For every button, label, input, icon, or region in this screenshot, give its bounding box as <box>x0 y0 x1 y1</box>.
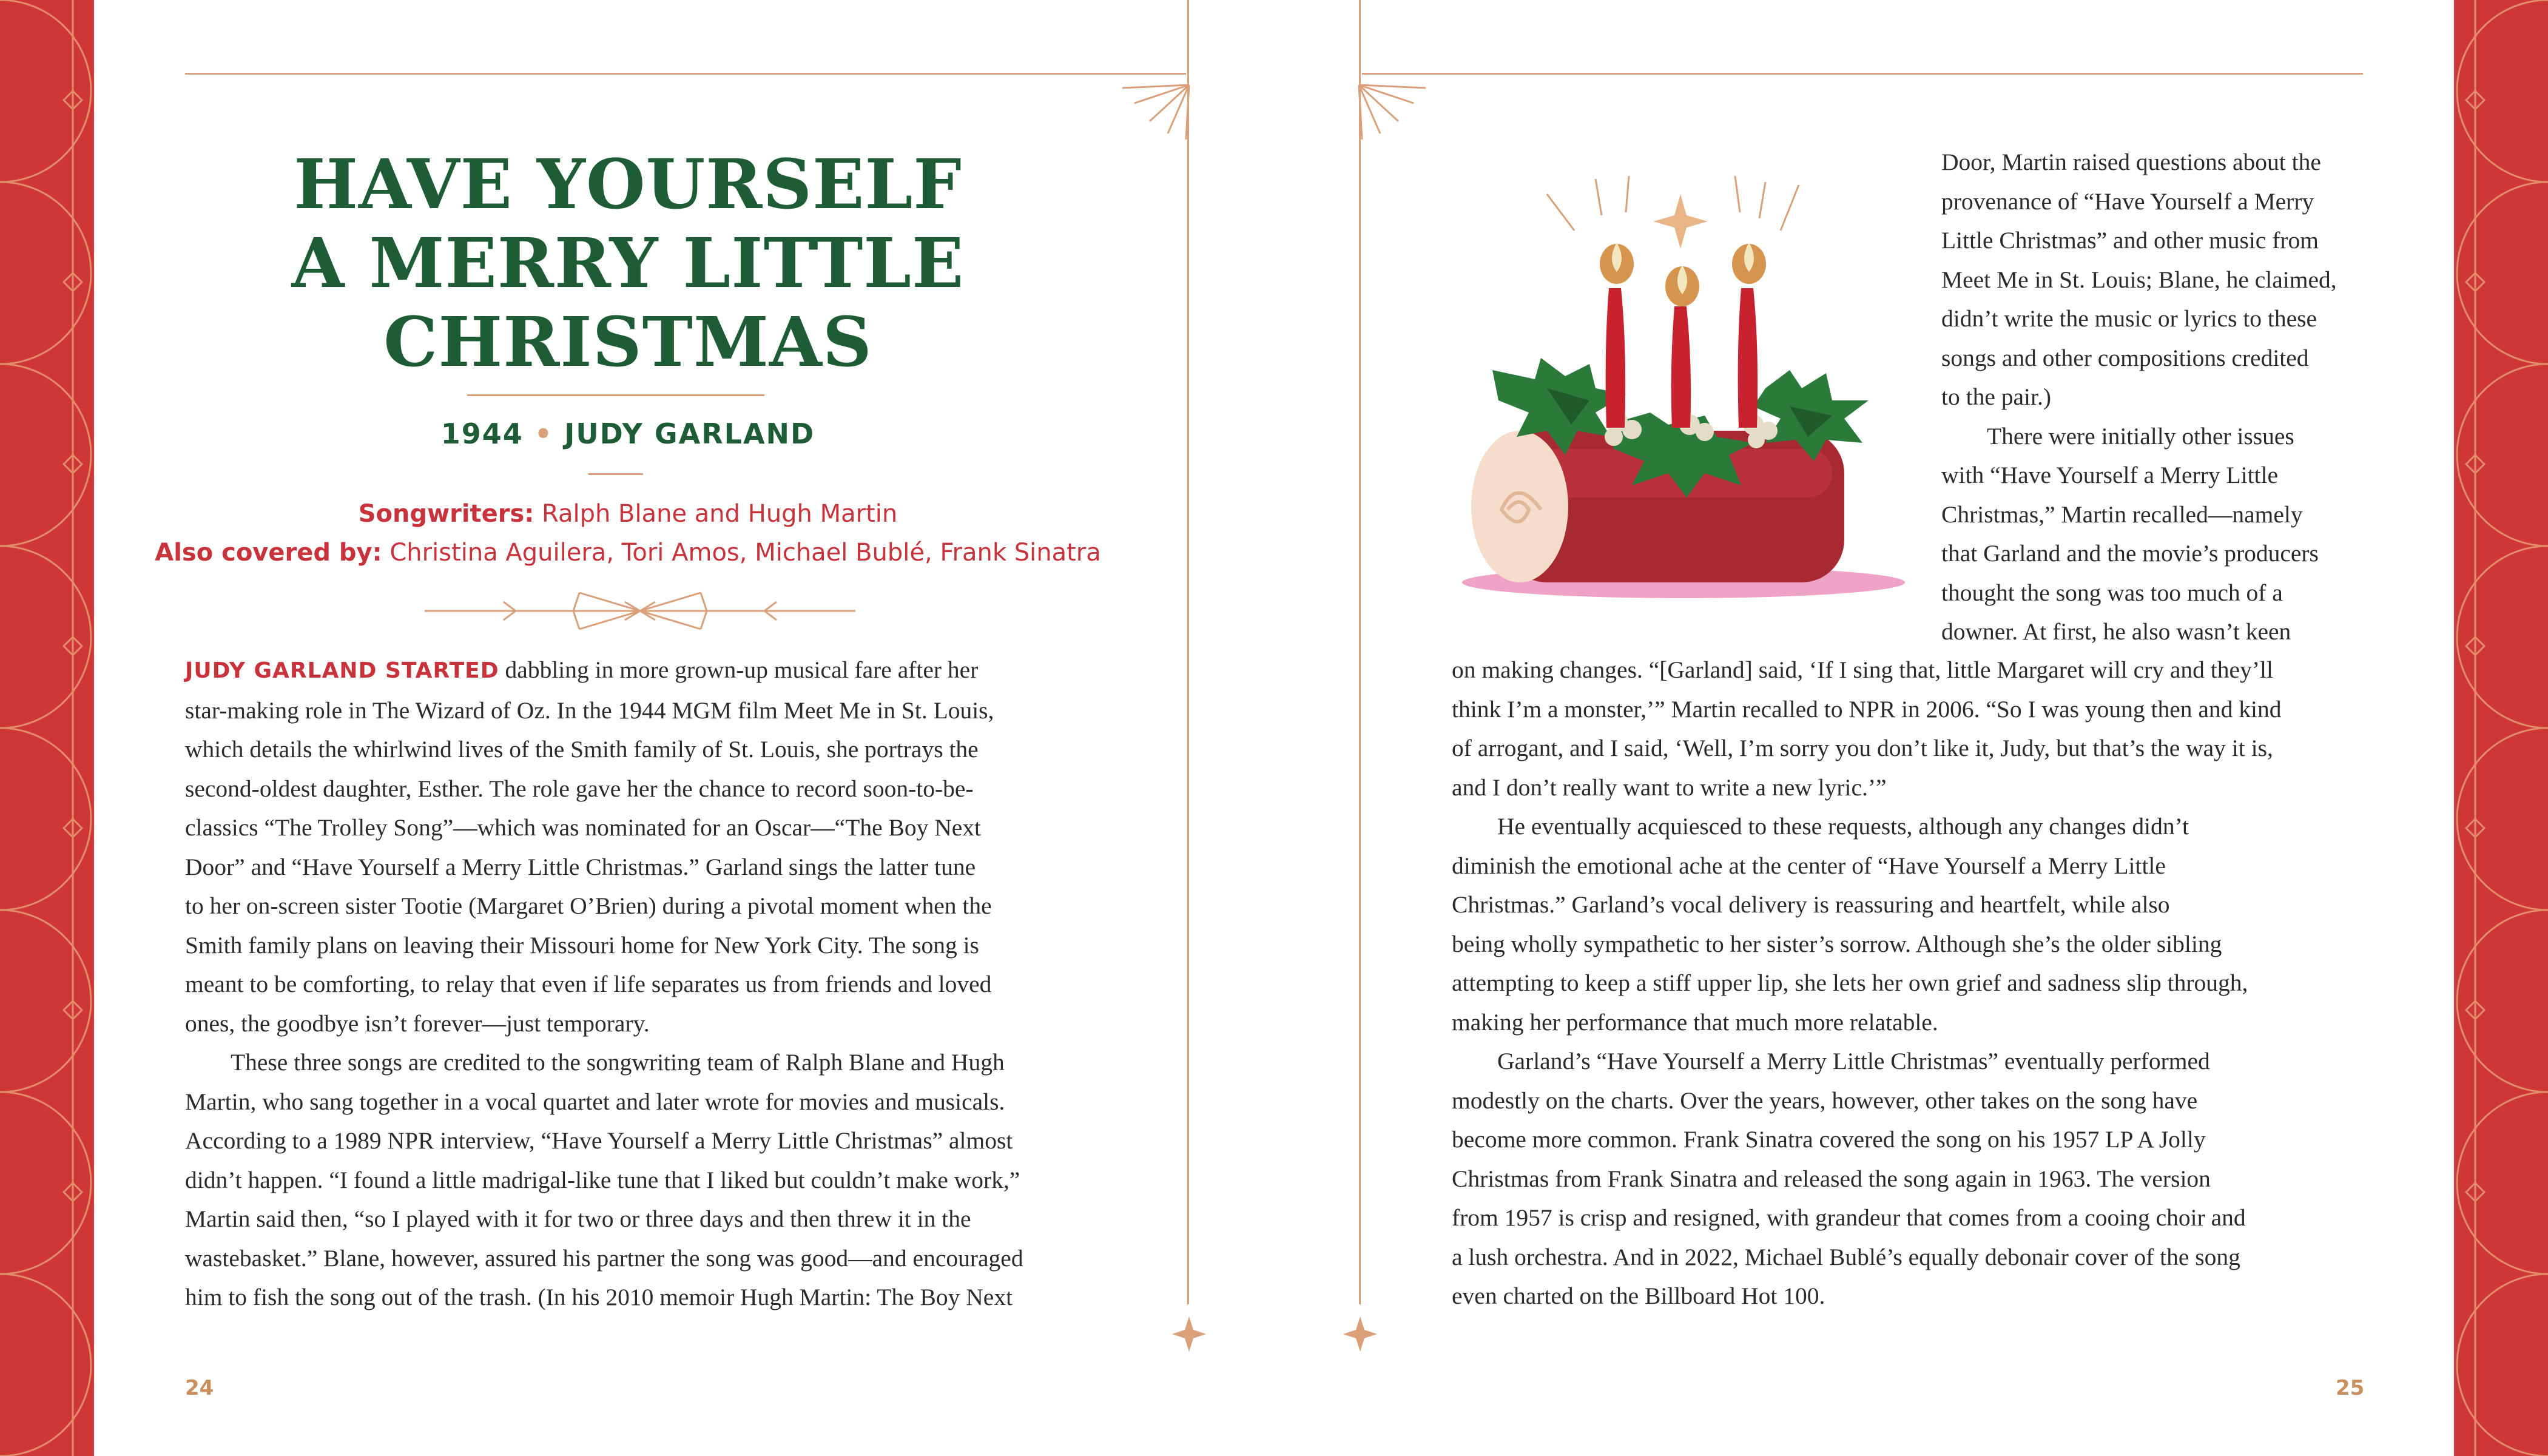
title-line: A MERRY LITTLE <box>291 224 965 303</box>
credits-block <box>121 494 1134 572</box>
body-line: to the pair.) <box>1941 383 2051 410</box>
body-line: that Garland and the movie’s producers <box>1941 540 2319 567</box>
subtitle-rule <box>588 473 643 475</box>
body-line: There were initially other issues <box>1987 422 2294 450</box>
body-line: Meet Me in St. Louis; Blane, he claimed, <box>1941 266 2337 293</box>
body-line: think I’m a monster,’” Martin recalled to NPR in 2006. “So I was young then and kind <box>1452 695 2282 723</box>
body-line: Garland’s “Have Yourself a Merry Little Christmas” eventually performed <box>1497 1048 2210 1074</box>
covered-names: Christina Aguilera, Tori Amos, Michael Bublé, Frank Sinatra <box>389 539 1101 567</box>
body-line: Martin said then, “so I played with it for two or three days and then threw it in the <box>185 1205 971 1232</box>
songwriters-names: Ralph Blane and Hugh Martin <box>542 500 898 528</box>
body-line: become more common. Frank Sinatra covered the song on his 1957 LP A Jolly <box>1452 1126 2206 1153</box>
body-line: According to a 1989 NPR interview, “Have Yourself a Merry Little Christmas” almost <box>185 1127 1013 1154</box>
body-line: and I don’t really want to write a new lyric.’” <box>1452 774 1887 801</box>
top-rule-left <box>185 73 1186 75</box>
body-line: meant to be comforting, to relay that even if life separates us from friends and loved <box>185 971 992 997</box>
border-pattern-icon <box>2454 0 2548 1456</box>
artist-name: JUDY GARLAND <box>564 417 815 450</box>
left-body-text <box>185 650 1023 1317</box>
bow-ornament-icon <box>425 590 855 632</box>
left-decorative-border <box>0 0 94 1456</box>
body-line: Little Christmas” and other music from <box>1941 227 2319 254</box>
body-line: diminish the emotional ache at the center of “Have Yourself a Merry Little <box>1452 852 2166 879</box>
title-line: CHRISTMAS <box>383 303 872 382</box>
songwriters-line <box>121 494 1134 533</box>
border-pattern-icon <box>0 0 94 1456</box>
body-line: Smith family plans on leaving their Missouri home for New York City. The song is <box>185 931 979 959</box>
body-line: Christmas.” Garland’s vocal delivery is reassuring and heartfelt, while also <box>1452 891 2170 918</box>
body-line: to her on-screen sister Tootie (Margaret O’Brien) during a pivotal moment when the <box>185 892 992 919</box>
sparkle-icon <box>1653 194 1708 249</box>
body-line: didn’t write the music or lyrics to these <box>1941 305 2317 332</box>
body-line: thought the song was too much of a <box>1941 579 2283 606</box>
title-rule <box>467 394 764 396</box>
body-line: a lush orchestra. And in 2022, Michael Bublé’s equally debonair cover of the song <box>1452 1243 2240 1270</box>
songwriters-label: Songwriters: <box>358 500 534 528</box>
body-line: wastebasket.” Blane, however, assured his partner the song was good—and encouraged <box>185 1244 1023 1272</box>
body-line: Christmas,” Martin recalled—namely <box>1941 500 2303 528</box>
gutter-ornaments <box>1110 61 1438 1359</box>
top-rule-right <box>1362 73 2363 75</box>
body-line: which details the whirlwind lives of the Smith family of St. Louis, she portrays the <box>185 736 979 763</box>
body-line: second-oldest daughter, Esther. The role gave her the chance to record soon-to-be- <box>185 775 974 802</box>
right-decorative-border <box>2454 0 2548 1456</box>
body-line: Door, Martin raised questions about the <box>1941 149 2321 175</box>
body-line: being wholly sympathetic to her sister’s sorrow. Although she’s the older sibling <box>1452 930 2222 957</box>
body-line: Door” and “Have Yourself a Merry Little Christmas.” Garland sings the latter tune <box>185 853 976 880</box>
body-line: classics “The Trolley Song”—which was nominated for an Oscar—“The Boy Next <box>185 814 981 841</box>
body-line: of arrogant, and I said, ‘Well, I’m sorry you don’t like it, Judy, but that’s the way it is, <box>1452 735 2273 761</box>
song-year: 1944 <box>440 417 524 450</box>
page-number-left: 24 <box>185 1376 214 1400</box>
body-line: Martin, who sang together in a vocal quartet and later wrote for movies and musicals. <box>185 1088 1005 1115</box>
lead-in: JUDY GARLAND STARTED <box>185 658 499 683</box>
starburst-icon <box>1122 85 1189 140</box>
body-line: didn’t happen. “I found a little madrigal-like tune that I liked but couldn’t make work,” <box>185 1166 1020 1193</box>
covered-line <box>121 533 1134 572</box>
body-line: modestly on the charts. Over the years, however, other takes on the song have <box>1452 1087 2198 1114</box>
separator-dot: • <box>534 417 554 450</box>
body-line: downer. At first, he also wasn’t keen <box>1941 618 2291 645</box>
starburst-icon <box>1359 85 1426 140</box>
covered-label: Also covered by: <box>155 539 382 567</box>
body-line: These three songs are credited to the songwriting team of Ralph Blane and Hugh <box>231 1049 1005 1076</box>
body-line: him to fish the song out of the trash. (In his 2010 memoir Hugh Martin: The Boy Next <box>185 1284 1013 1310</box>
yule-log-illustration <box>1450 170 1917 607</box>
body-line: making her performance that much more relatable. <box>1452 1008 1938 1036</box>
body-line: Christmas from Frank Sinatra and released the song again in 1963. The version <box>1452 1165 2211 1192</box>
body-line: attempting to keep a stiff upper lip, she lets her own grief and sadness slip through, <box>1452 969 2248 996</box>
right-body-wide <box>1452 650 2282 1316</box>
body-line: with “Have Yourself a Merry Little <box>1941 462 2279 488</box>
year-artist <box>212 417 1043 450</box>
body-line: on making changes. “[Garland] said, ‘If I sing that, little Margaret will cry and they’ll <box>1452 656 2273 683</box>
sparkle-icon <box>1343 1316 1377 1352</box>
body-line: even charted on the Billboard Hot 100. <box>1452 1282 1825 1309</box>
page-number-right: 25 <box>2336 1376 2365 1400</box>
body-line: He eventually acquiesced to these requests, although any changes didn’t <box>1497 813 2189 840</box>
body-line: from 1957 is crisp and resigned, with grandeur that comes from a cooing choir and <box>1452 1204 2246 1231</box>
body-line <box>185 650 1023 691</box>
sparkle-icon <box>1172 1316 1206 1352</box>
body-line: ones, the goodbye isn’t forever—just temporary. <box>185 1009 650 1037</box>
body-line-text: dabbling in more grown-up musical fare after her <box>499 656 979 683</box>
right-body-narrow <box>1941 143 2337 652</box>
title-line: HAVE YOURSELF <box>294 145 962 224</box>
song-title <box>212 146 1043 382</box>
body-line: star-making role in The Wizard of Oz. In the 1944 MGM film Meet Me in St. Louis, <box>185 696 994 724</box>
body-line: songs and other compositions credited <box>1941 344 2309 371</box>
body-line: provenance of “Have Yourself a Merry <box>1941 187 2314 215</box>
